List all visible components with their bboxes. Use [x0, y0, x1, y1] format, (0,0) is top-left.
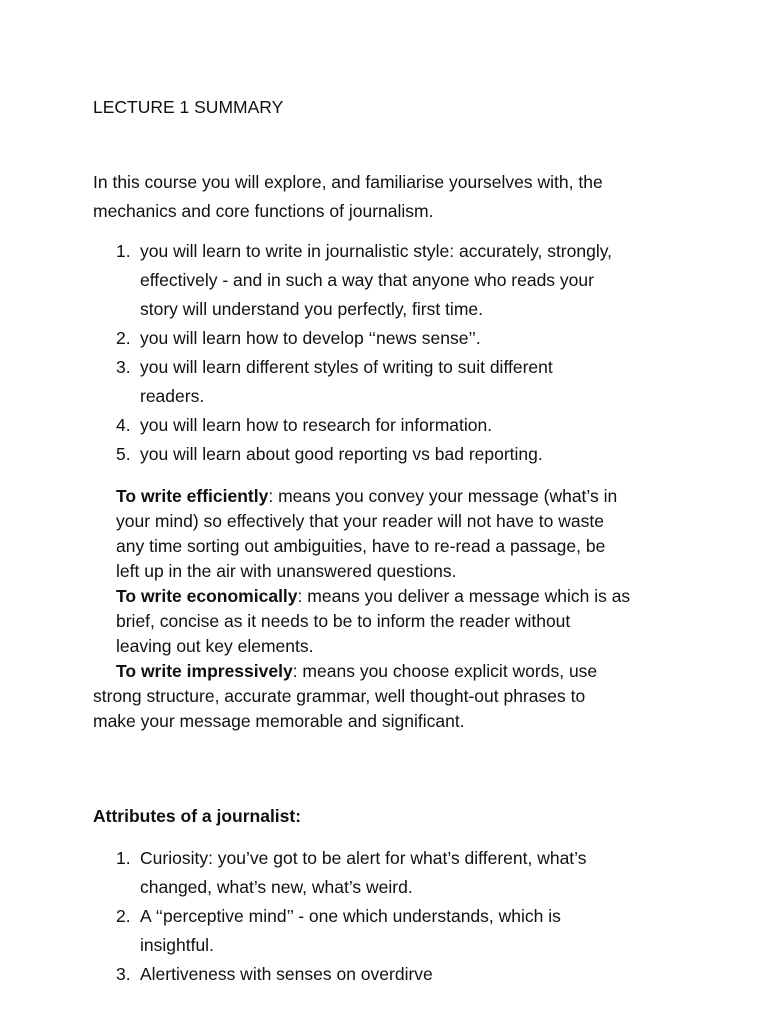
definition-line: left up in the air with unanswered questions.	[116, 561, 457, 581]
list-item: Curiosity: you’ve got to be alert for what’s different, what’s	[140, 848, 587, 868]
definition-text: : means you convey your message (what’s in	[268, 486, 618, 506]
definition-text: : means you choose explicit words, use	[292, 661, 598, 681]
document-title: LECTURE 1 SUMMARY	[93, 97, 284, 117]
definition-term: To write efficiently	[116, 486, 269, 506]
intro-line: mechanics and core functions of journalism.	[93, 201, 434, 221]
list-number: 1.	[116, 241, 131, 261]
list-item: A ‘‘perceptive mind’’ - one which understands, which is	[140, 906, 561, 926]
list-number: 2.	[116, 906, 131, 926]
list-number: 5.	[116, 444, 131, 464]
list-item: changed, what’s new, what’s weird.	[140, 877, 413, 897]
definition-line: leaving out key elements.	[116, 636, 314, 656]
list-number: 4.	[116, 415, 131, 435]
list-number: 1.	[116, 848, 131, 868]
definition-efficiently	[116, 486, 617, 507]
list-number: 2.	[116, 328, 131, 348]
definition-term: To write economically	[116, 586, 298, 606]
list-item: you will learn how to research for information.	[140, 415, 493, 435]
list-item: readers.	[140, 386, 205, 406]
list-item: you will learn about good reporting vs bad reporting.	[140, 444, 543, 464]
definition-line: any time sorting out ambiguities, have to re-read a passage, be	[116, 536, 606, 556]
list-item: you will learn to write in journalistic style: accurately, strongly,	[140, 241, 613, 261]
list-item: Alertiveness with senses on overdirve	[140, 964, 433, 984]
definition-impressively	[116, 661, 597, 682]
list-item: insightful.	[140, 935, 214, 955]
attributes-heading: Attributes of a journalist:	[93, 806, 302, 826]
list-item: effectively - and in such a way that anyone who reads your	[140, 270, 594, 290]
definition-line: make your message memorable and significant.	[93, 711, 465, 731]
definition-text: : means you deliver a message which is as	[297, 586, 631, 606]
definition-line: your mind) so effectively that your reader will not have to waste	[116, 511, 604, 531]
list-item: you will learn different styles of writing to suit different	[140, 357, 553, 377]
definition-economically	[116, 586, 630, 607]
definition-line: brief, concise as it needs to be to inform the reader without	[116, 611, 571, 631]
list-item: you will learn how to develop ‘‘news sense’’.	[140, 328, 481, 348]
list-number: 3.	[116, 964, 131, 984]
definition-term: To write impressively	[116, 661, 293, 681]
intro-line: In this course you will explore, and familiarise yourselves with, the	[93, 172, 603, 192]
definition-line: strong structure, accurate grammar, well thought-out phrases to	[93, 686, 586, 706]
list-item: story will understand you perfectly, first time.	[140, 299, 483, 319]
list-number: 3.	[116, 357, 131, 377]
